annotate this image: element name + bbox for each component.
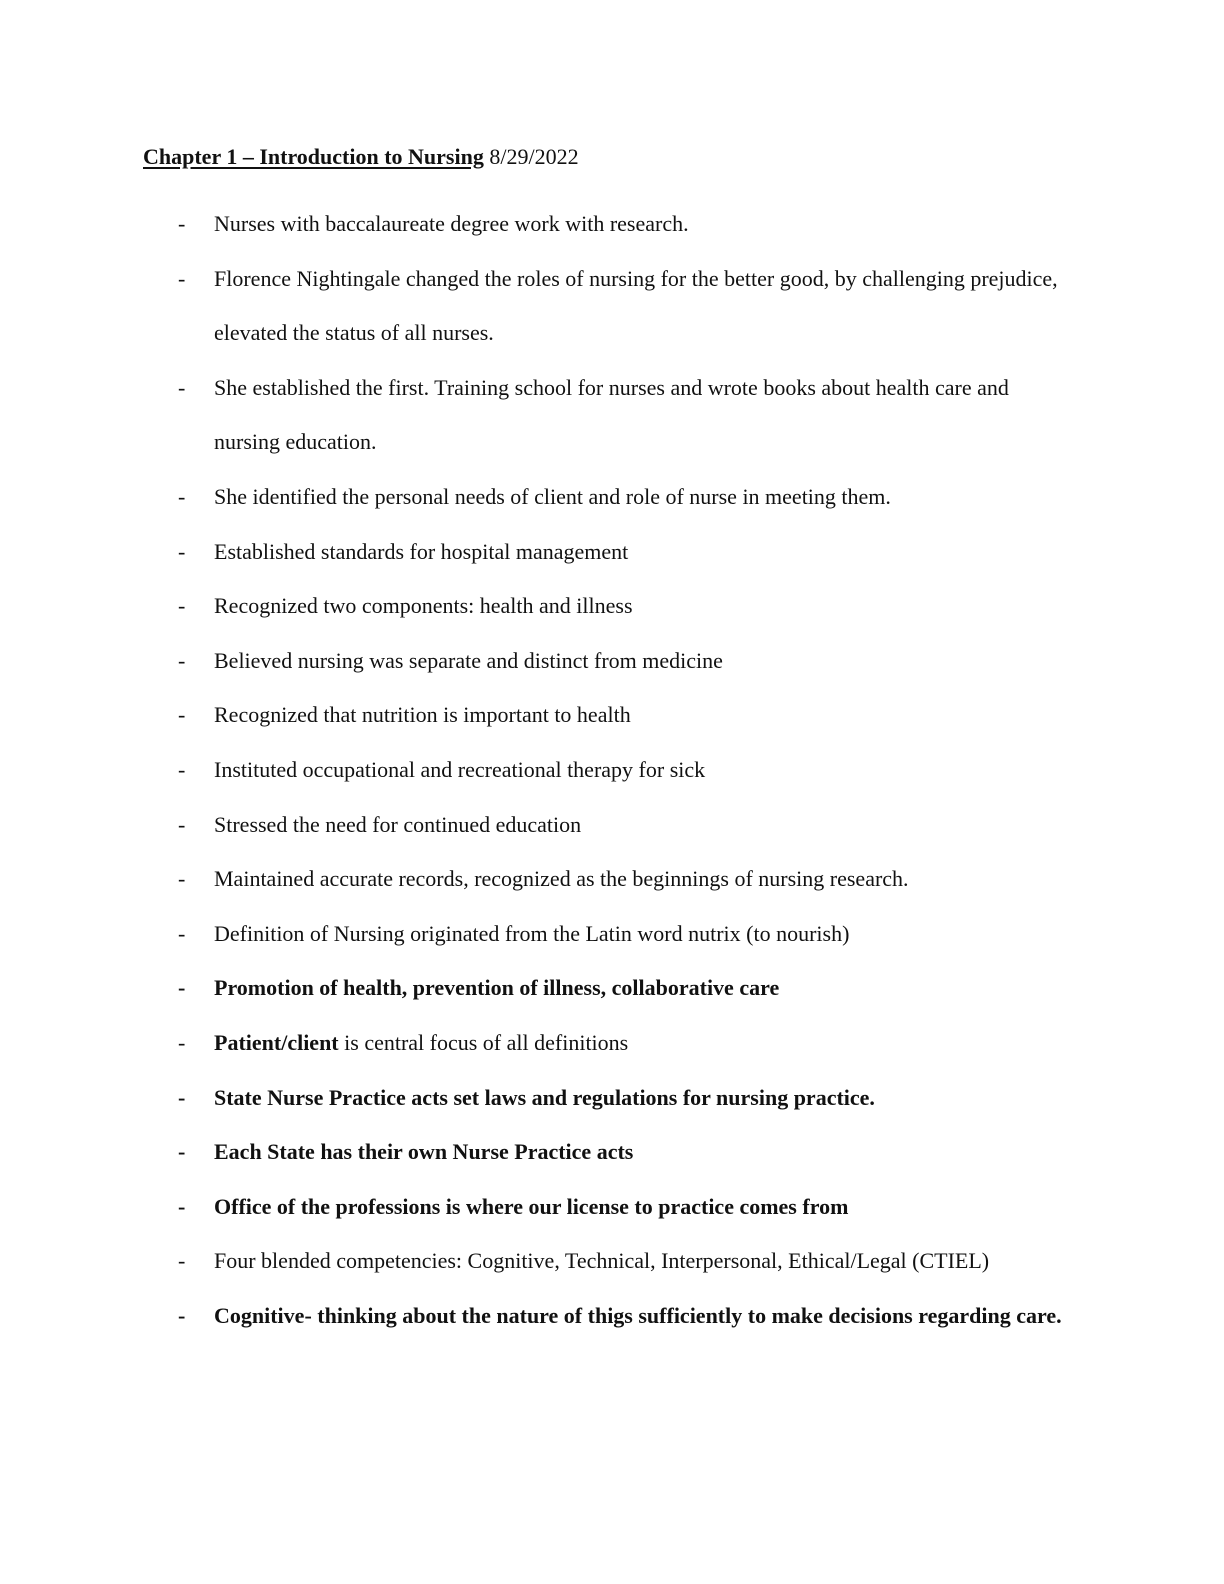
list-item xyxy=(0,688,1074,743)
list-item xyxy=(0,1071,1074,1126)
chapter-heading xyxy=(143,143,579,171)
list-item xyxy=(0,634,1074,689)
list-item-text: Maintained accurate records, recognized as the beginnings of nursing research. xyxy=(214,866,909,892)
list-item-text: Recognized that nutrition is important to health xyxy=(214,702,631,728)
list-item-text: Florence Nightingale changed the roles of nursing for the better good, by challenging prejudice, elevated the status of all nurses. xyxy=(214,265,1058,346)
list-item-text: Believed nursing was separate and distinct from medicine xyxy=(214,647,723,673)
bullet-dash: - xyxy=(178,756,186,782)
bullet-dash: - xyxy=(178,483,186,509)
bullet-dash: - xyxy=(178,1193,186,1219)
list-item xyxy=(0,579,1074,634)
list-item xyxy=(0,361,1074,470)
list-item xyxy=(0,1016,1074,1071)
list-item-text: Each State has their own Nurse Practice acts xyxy=(214,1139,634,1165)
bullet-dash: - xyxy=(178,1248,186,1274)
bullet-dash: - xyxy=(178,374,186,400)
list-item xyxy=(0,852,1074,907)
list-item-text: She identified the personal needs of client and role of nurse in meeting them. xyxy=(214,483,891,509)
list-item-text: Promotion of health, prevention of illness, collaborative care xyxy=(214,975,780,1001)
list-item-text: Definition of Nursing originated from the Latin word nutrix (to nourish) xyxy=(214,920,850,946)
bullet-dash: - xyxy=(178,647,186,673)
list-item xyxy=(0,798,1074,853)
chapter-title: Chapter 1 – Introduction to Nursing xyxy=(143,144,484,169)
list-item xyxy=(0,525,1074,580)
list-item-text: Instituted occupational and recreational therapy for sick xyxy=(214,756,706,782)
list-item xyxy=(0,907,1074,962)
bullet-dash: - xyxy=(178,975,186,1001)
list-item xyxy=(0,197,1074,252)
list-item-text: She established the first. Training school for nurses and wrote books about health care and nursing education. xyxy=(214,374,1009,455)
list-item-text: is central focus of all definitions xyxy=(338,1029,629,1055)
list-item-text: Office of the professions is where our license to practice comes from xyxy=(214,1193,849,1219)
bullet-dash: - xyxy=(178,920,186,946)
chapter-date: 8/29/2022 xyxy=(489,144,579,169)
list-item-text: Nurses with baccalaureate degree work with research. xyxy=(214,211,689,236)
list-item-text: State Nurse Practice acts set laws and regulations for nursing practice. xyxy=(214,1084,875,1110)
bullet-dash: - xyxy=(178,538,186,564)
bullet-dash: - xyxy=(178,1084,186,1110)
bullet-dash: - xyxy=(178,1139,186,1165)
bullet-dash: - xyxy=(178,702,186,728)
bullet-dash: - xyxy=(178,1029,186,1055)
list-item-text: Recognized two components: health and illness xyxy=(214,593,633,619)
notes-list xyxy=(0,197,1224,1343)
list-item xyxy=(0,1180,1074,1235)
list-item xyxy=(0,252,1074,361)
bullet-dash: - xyxy=(178,1302,186,1328)
list-item-text: Four blended competencies: Cognitive, Technical, Interpersonal, Ethical/Legal (CTIEL) xyxy=(214,1248,990,1274)
list-item xyxy=(0,743,1074,798)
bullet-dash: - xyxy=(178,265,186,291)
list-item-text: Cognitive- thinking about the nature of thigs sufficiently to make decisions regarding care. xyxy=(214,1302,1062,1328)
list-item-bold-text: Patient/client xyxy=(214,1029,339,1055)
list-item xyxy=(0,961,1074,1016)
list-item xyxy=(0,1125,1074,1180)
bullet-dash: - xyxy=(178,211,186,236)
list-item xyxy=(0,1234,1074,1289)
bullet-dash: - xyxy=(178,811,186,837)
bullet-dash: - xyxy=(178,866,186,892)
bullet-dash: - xyxy=(178,593,186,619)
list-item xyxy=(0,470,1074,525)
list-item-text: Stressed the need for continued education xyxy=(214,811,582,837)
list-item-text: Established standards for hospital management xyxy=(214,538,629,564)
list-item xyxy=(0,1289,1074,1344)
